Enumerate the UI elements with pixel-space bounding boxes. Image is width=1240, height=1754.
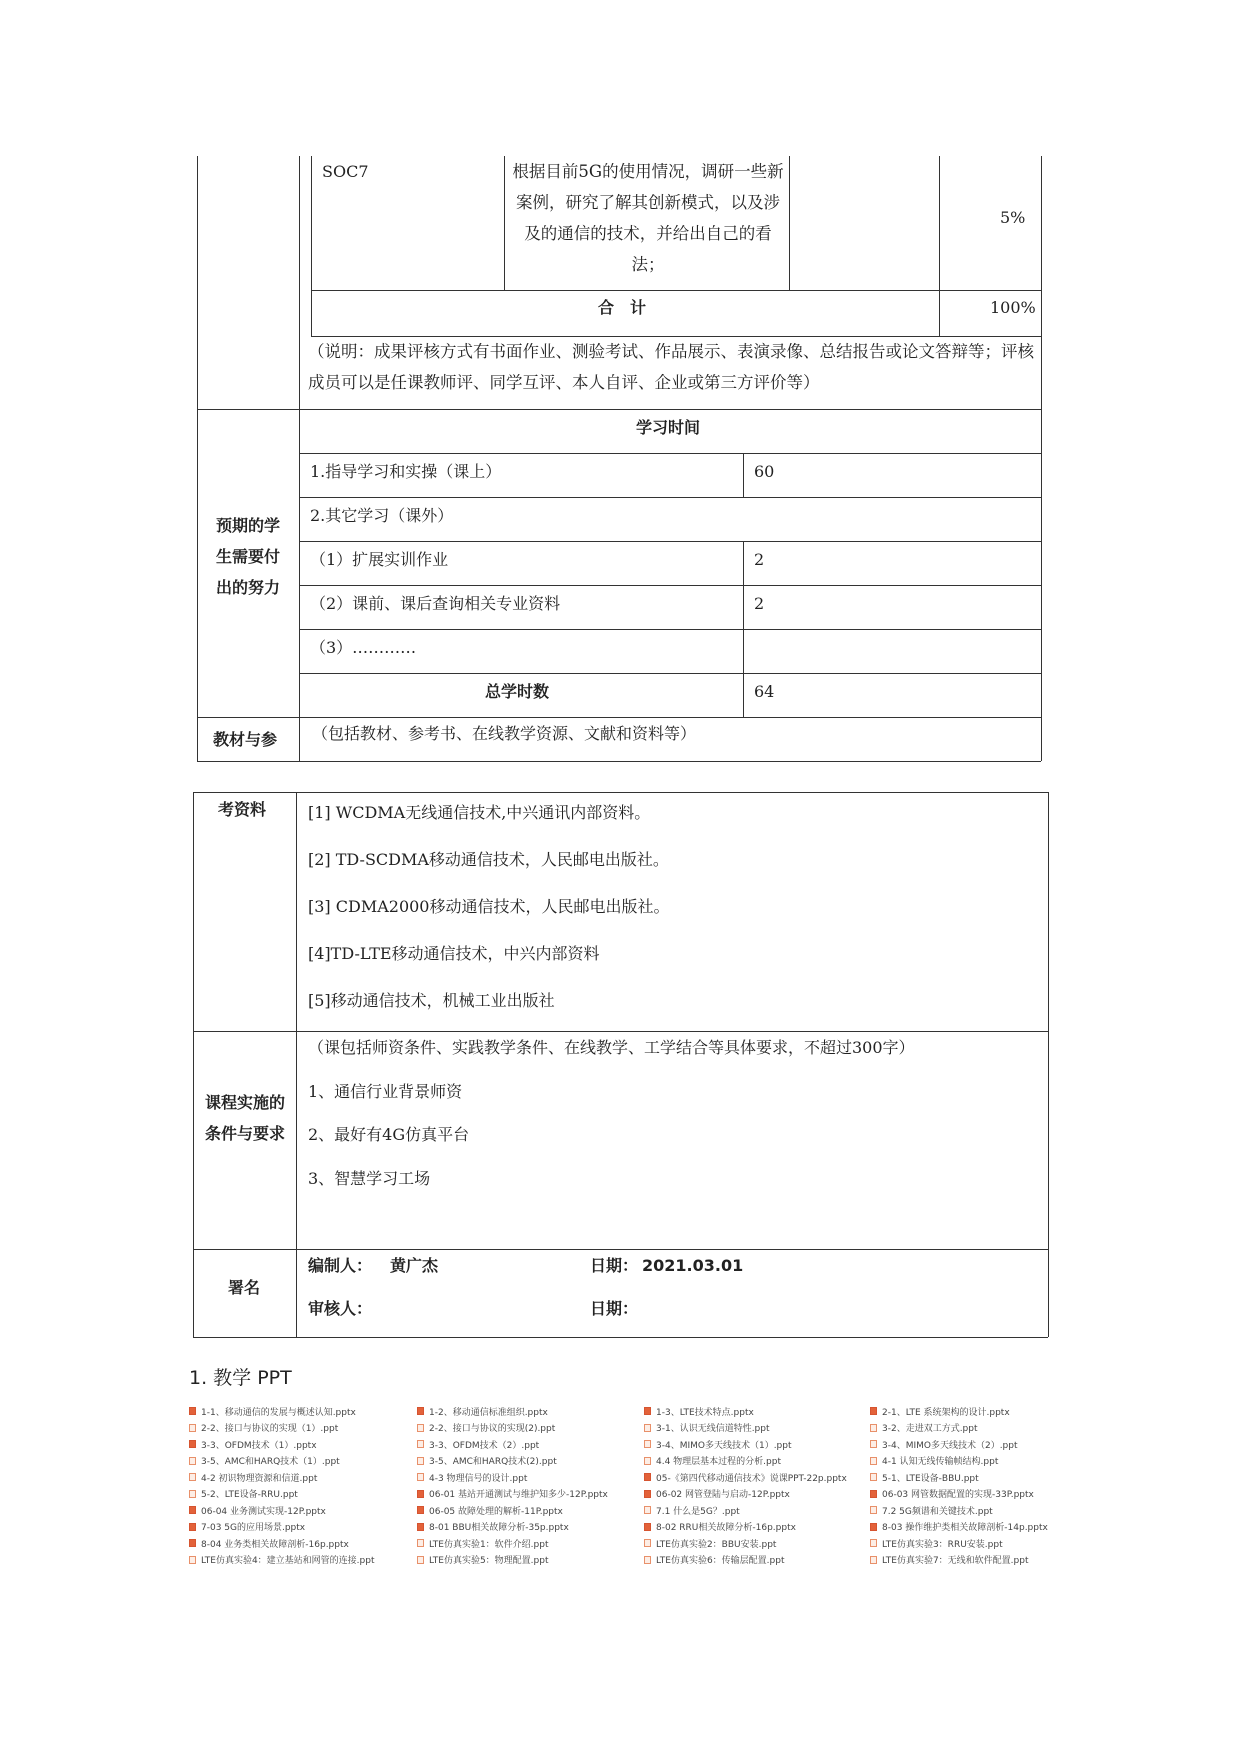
file-name: 8-03 操作维护类相关故障剖析-14p.pptx [882,1523,1048,1534]
file-item[interactable] [417,1519,644,1536]
file-name: 7-03 5G的应用场景.pptx [201,1523,306,1534]
ppt-file-icon [870,1407,877,1415]
reference-item: [1] WCDMA无线通信技术,中兴通讯内部资料。 [308,803,651,822]
file-name: 06-02 网管登陆与启动-12P.pptx [656,1490,790,1501]
signature-label: 署名 [228,1278,261,1297]
ppt-file-icon [417,1457,424,1465]
file-item[interactable] [870,1535,1096,1552]
file-name: 3-4、MIMO多天线技术（1）.ppt [656,1440,792,1451]
ppt-file-icon [189,1506,196,1514]
file-name: 3-3、OFDM技术（2）.ppt [429,1440,540,1451]
file-name: 8-04 业务类相关故障剖析-16p.pptx [201,1539,349,1550]
ppt-file-icon [417,1440,424,1448]
file-item[interactable] [644,1535,870,1552]
file-name: LTE仿真实验4：建立基站和网管的连接.ppt [201,1556,375,1567]
file-name: 2-2、接口与协议的实现(2).ppt [429,1424,556,1435]
row-item: （2）课前、课后查询相关专业资料 [310,594,561,613]
ppt-file-icon [189,1440,196,1448]
file-name: 06-01 基站开通测试与维护知多少-12P.pptx [429,1490,608,1501]
ppt-file-icon [644,1523,651,1531]
file-name: 05-《第四代移动通信技术》说课PPT-22p.pptx [656,1473,847,1484]
file-item[interactable] [644,1469,870,1486]
editor-name: 黄广杰 [390,1256,439,1275]
implementation-item: 2、最好有4G仿真平台 [308,1125,470,1144]
ppt-file-icon [870,1457,877,1465]
editor-label: 编制人： [308,1256,373,1275]
file-name: 3-5、AMC和HARQ技术(2).ppt [429,1457,557,1468]
file-item[interactable] [417,1535,644,1552]
ppt-file-icon [644,1539,651,1547]
file-name: 2-1、LTE 系统架构的设计.pptx [882,1407,1010,1418]
file-item[interactable] [644,1420,870,1437]
ppt-file-icon [417,1473,424,1481]
ppt-file-icon [644,1424,651,1432]
file-item[interactable] [189,1535,417,1552]
file-name: 4-2 初识物理资源和信道.ppt [201,1473,318,1484]
row-item: （1）扩展实训作业 [310,550,449,569]
ppt-heading: 1. 教学 PPT [189,1367,292,1389]
file-name: 1-1、移动通信的发展与概述认知.pptx [201,1407,356,1418]
ppt-file-icon [644,1506,651,1514]
ppt-file-icon [644,1457,651,1465]
total-value: 100% [990,298,1036,317]
file-item[interactable] [644,1436,870,1453]
textbook-desc: （包括教材、参考书、在线教学资源、文献和资料等） [312,724,697,743]
file-item[interactable] [417,1436,644,1453]
file-item[interactable] [189,1519,417,1536]
file-name: 4-1 认知无线传输帧结构.ppt [882,1457,999,1468]
ppt-file-icon [870,1523,877,1531]
ppt-file-icon [417,1523,424,1531]
soc7-content: 根据目前5G的使用情况，调研一些新案例，研究了解其创新模式，以及涉及的通信的技术，并给出自己的看法； [512,162,784,274]
file-item[interactable] [870,1453,1096,1470]
ppt-file-icon [189,1490,196,1498]
soc7-weight: 5% [1000,208,1026,227]
reference-item: [2] TD-SCDMA移动通信技术，人民邮电出版社。 [308,850,669,869]
soc7-code: SOC7 [322,162,369,181]
assessment-note: （说明：成果评核方式有书面作业、测验考试、作品展示、表演录像、总结报告或论文答辩等；评核成员可以是任课教师评、同学互评、本人自评、企业或第三方评价等） [308,342,1034,392]
file-name: LTE仿真实验6：传输层配置.ppt [656,1556,785,1567]
file-item[interactable] [644,1502,870,1519]
ppt-file-icon [417,1539,424,1547]
ppt-file-icon [189,1457,196,1465]
ppt-file-icon [870,1490,877,1498]
ppt-file-icon [870,1506,877,1514]
date2-label: 日期： [590,1299,639,1318]
file-item[interactable] [870,1420,1096,1437]
file-item[interactable] [870,1486,1096,1503]
ppt-file-icon [644,1407,651,1415]
implementation-item: 3、智慧学习工场 [308,1169,431,1188]
file-item[interactable] [189,1453,417,1470]
file-item[interactable] [870,1502,1096,1519]
reference-item: [3] CDMA2000移动通信技术，人民邮电出版社。 [308,897,670,916]
ppt-file-icon [417,1490,424,1498]
file-name: 3-1、认识无线信道特性.ppt [656,1424,770,1435]
file-name: 06-05 故障处理的解析-11P.pptx [429,1506,563,1517]
ppt-file-icon [870,1473,877,1481]
ppt-file-icon [189,1473,196,1481]
file-item[interactable] [417,1502,644,1519]
reviewer-label: 审核人： [308,1299,373,1318]
file-item[interactable] [189,1403,417,1420]
ppt-file-icon [644,1556,651,1564]
file-name: LTE仿真实验2：BBU安装.ppt [656,1539,777,1550]
file-name: 2-2、接口与协议的实现（1）.ppt [201,1424,339,1435]
file-name: 3-4、MIMO多天线技术（2）.ppt [882,1440,1018,1451]
ppt-file-icon [417,1407,424,1415]
file-name: 1-2、移动通信标准组织.pptx [429,1407,548,1418]
ppt-file-icon [189,1407,196,1415]
file-item[interactable] [644,1453,870,1470]
ppt-file-icon [644,1440,651,1448]
row-hours: 2 [754,550,765,569]
implementation-item: 1、通信行业背景师资 [308,1082,463,1101]
reference-item: [4]TD-LTE移动通信技术，中兴内部资料 [308,944,600,963]
file-name: 06-04 业务测试实现-12P.pptx [201,1506,326,1517]
file-item[interactable] [870,1469,1096,1486]
file-item[interactable] [644,1403,870,1420]
file-item[interactable] [870,1519,1096,1536]
file-name: LTE仿真实验5：物理配置.ppt [429,1556,549,1567]
ppt-file-icon [417,1424,424,1432]
file-name: 8-01 BBU相关故障分析-35p.pptx [429,1523,569,1534]
file-name: LTE仿真实验1：软件介绍.ppt [429,1539,549,1550]
ppt-file-icon [189,1424,196,1432]
ppt-file-icon [417,1506,424,1514]
file-item[interactable] [870,1436,1096,1453]
file-item[interactable] [644,1552,870,1569]
ppt-file-icon [417,1556,424,1564]
total-hours-label: 总学时数 [485,682,550,701]
row-item: （3）………… [310,638,417,657]
row-hours: 60 [754,462,775,481]
row-hours: 2 [754,594,765,613]
file-item[interactable] [644,1519,870,1536]
file-name: 4.4 物理层基本过程的分析.ppt [656,1457,781,1468]
ppt-file-icon [870,1556,877,1564]
file-item[interactable] [189,1469,417,1486]
file-name: 1-3、LTE技术特点.pptx [656,1407,754,1418]
file-name: 5-2、LTE设备-RRU.ppt [201,1490,298,1501]
implementation-label: 课程实施的条件与要求 [205,1093,286,1143]
ppt-file-icon [189,1539,196,1547]
file-item[interactable] [189,1502,417,1519]
file-item[interactable] [417,1552,644,1569]
file-item[interactable] [870,1552,1096,1569]
file-name: 3-2、走进双工方式.ppt [882,1424,978,1435]
file-name: 7.2 5G频谱和关键技术.ppt [882,1506,993,1517]
file-name: LTE仿真实验3：RRU安装.ppt [882,1539,1003,1550]
ppt-file-icon [644,1490,651,1498]
file-name: 3-3、OFDM技术（1）.pptx [201,1440,317,1451]
ppt-file-icon [870,1424,877,1432]
file-name: 4-3 物理信号的设计.ppt [429,1473,528,1484]
file-name: LTE仿真实验7：无线和软件配置.ppt [882,1556,1029,1567]
file-item[interactable] [417,1403,644,1420]
file-name: 8-02 RRU相关故障分析-16p.pptx [656,1523,796,1534]
file-item[interactable] [417,1453,644,1470]
file-item[interactable] [189,1486,417,1503]
file-item[interactable] [189,1552,417,1569]
file-item[interactable] [417,1420,644,1437]
file-list [189,1403,1069,1568]
file-item[interactable] [417,1486,644,1503]
file-item[interactable] [644,1486,870,1503]
row-item: 1.指导学习和实操（课上） [310,462,502,481]
date-value: 2021.03.01 [642,1256,744,1275]
file-name: 3-5、AMC和HARQ技术（1）.ppt [201,1457,340,1468]
study-time-header: 学习时间 [636,418,701,437]
file-item[interactable] [189,1436,417,1453]
ppt-file-icon [189,1523,196,1531]
file-item[interactable] [189,1420,417,1437]
references-label: 考资料 [218,800,267,819]
file-name: 7.1 什么是5G？.ppt [656,1506,740,1517]
file-item[interactable] [417,1469,644,1486]
ppt-file-icon [870,1539,877,1547]
implementation-desc: （课包括师资条件、实践教学条件、在线教学、工学结合等具体要求，不超过300字） [308,1038,915,1057]
total-hours: 64 [754,682,775,701]
ppt-file-icon [870,1440,877,1448]
date-label: 日期： [590,1256,639,1275]
file-name: 06-03 网管数据配置的实现-33P.pptx [882,1490,1034,1501]
row-item: 2.其它学习（课外） [310,506,454,525]
effort-label: 预期的学生需要付出的努力 [215,516,280,597]
file-name: 5-1、LTE设备-BBU.ppt [882,1473,979,1484]
total-label: 合 计 [598,298,647,317]
file-item[interactable] [870,1403,1096,1420]
textbook-label: 教材与参 [213,730,278,749]
ppt-file-icon [189,1556,196,1564]
reference-item: [5]移动通信技术，机械工业出版社 [308,991,555,1010]
ppt-file-icon [644,1473,651,1481]
